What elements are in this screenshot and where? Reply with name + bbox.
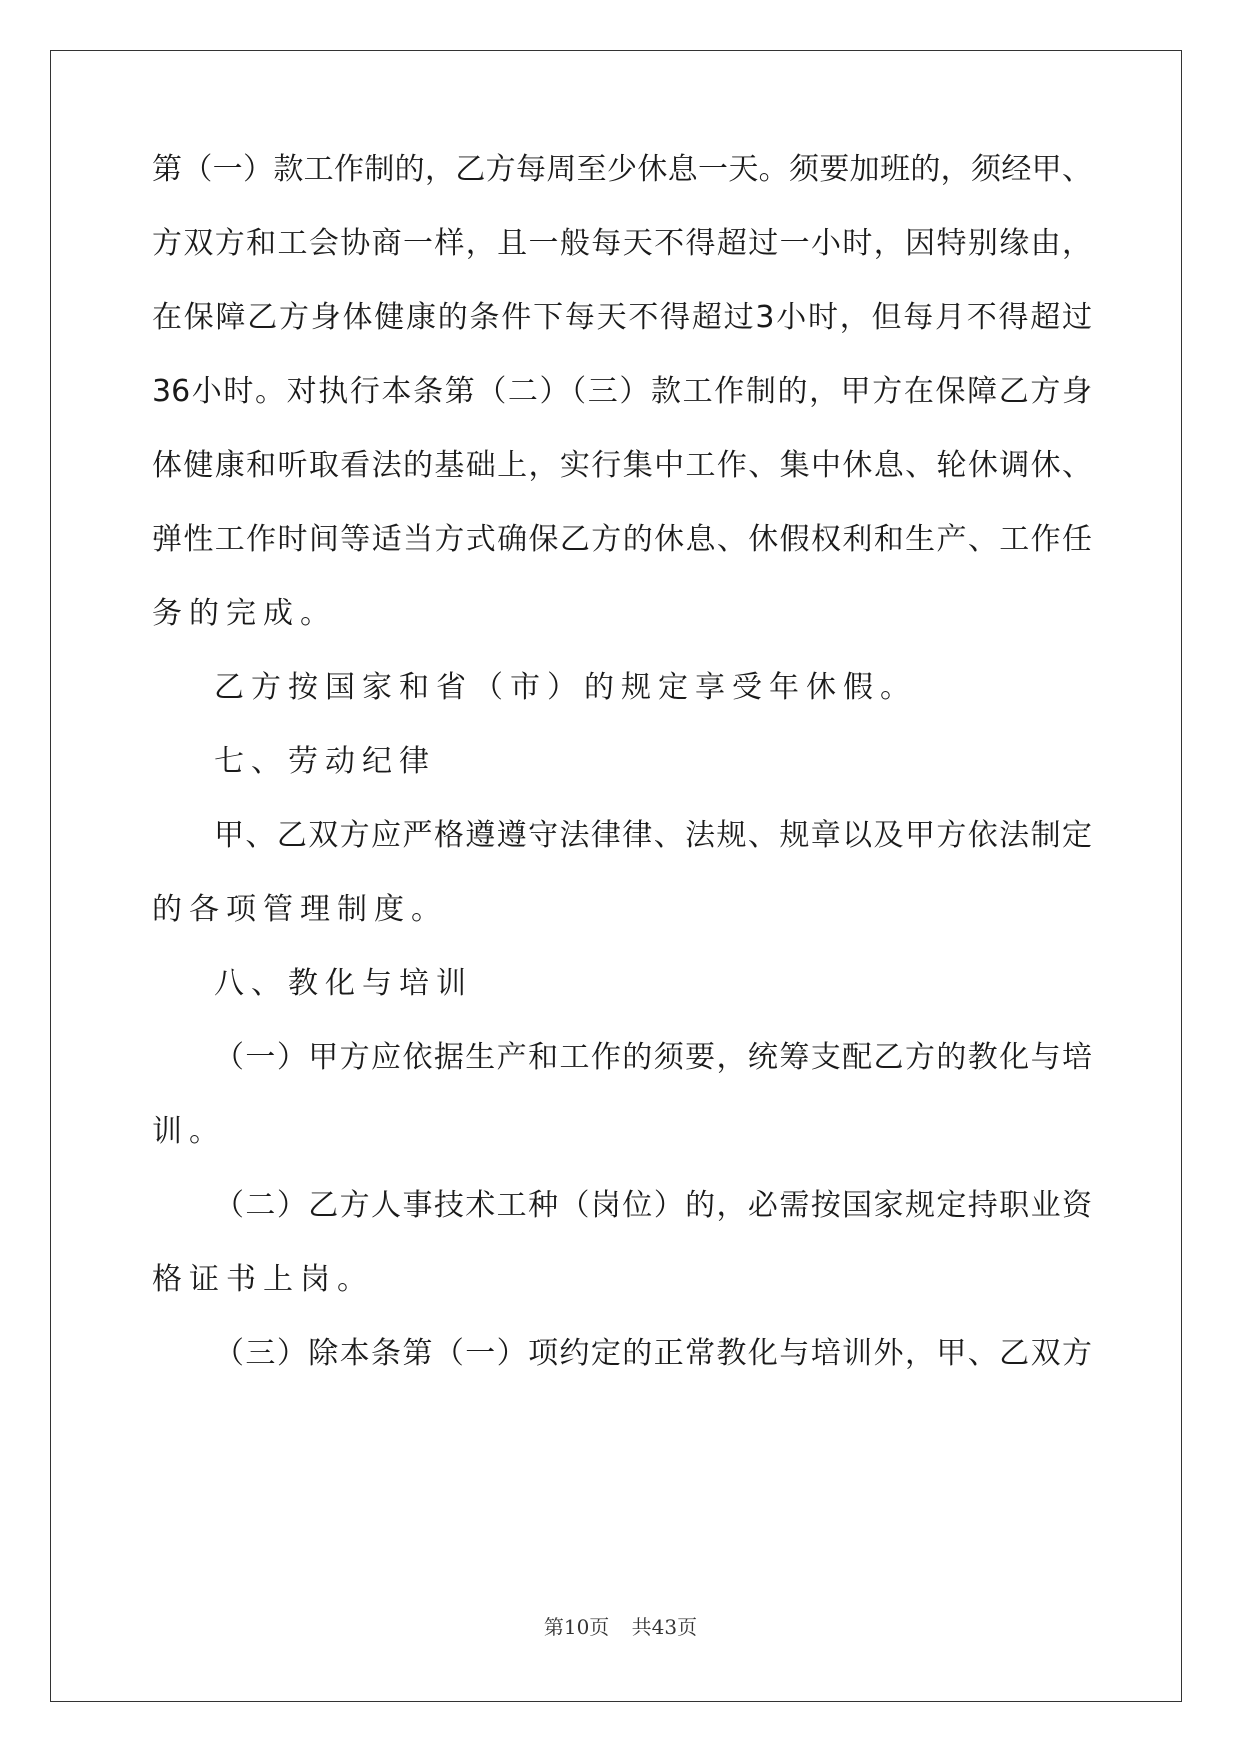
body-line-1: 第（一）款工作制的，乙方每周至少休息一天。须要加班的，须经甲、 bbox=[152, 152, 1092, 187]
body-line-6: 弹性工作时间等适当方式确保乙方的休息、休假权利和生产、工作任 bbox=[152, 522, 1092, 557]
section-heading-labor-discipline: 七、劳动纪律 bbox=[214, 744, 436, 779]
section-heading-education-training: 八、教化与培训 bbox=[214, 966, 473, 1001]
body-line-15: （二）乙方人事技术工种（岗位）的，必需按国家规定持职业资 bbox=[214, 1188, 1092, 1223]
body-line-5: 体健康和听取看法的基础上，实行集中工作、集中休息、轮休调休、 bbox=[152, 448, 1092, 483]
page-footer bbox=[0, 1611, 1241, 1640]
body-line-16: 格证书上岗。 bbox=[152, 1262, 374, 1297]
body-line-13: （一）甲方应依据生产和工作的须要，统筹支配乙方的教化与培 bbox=[214, 1040, 1092, 1075]
body-line-10: 甲、乙双方应严格遵遵守法律律、法规、规章以及甲方依法制定 bbox=[214, 818, 1092, 853]
body-line-4: 36小时。对执行本条第（二）（三）款工作制的，甲方在保障乙方身 bbox=[152, 374, 1092, 409]
body-line-7: 务的完成。 bbox=[152, 596, 337, 631]
body-line-11: 的各项管理制度。 bbox=[152, 892, 448, 927]
current-page-number: 第10页 bbox=[543, 1615, 610, 1639]
body-line-3: 在保障乙方身体健康的条件下每天不得超过3小时，但每月不得超过 bbox=[152, 300, 1092, 335]
body-line-8: 乙方按国家和省（市）的规定享受年休假。 bbox=[214, 670, 917, 705]
body-line-17: （三）除本条第（一）项约定的正常教化与培训外，甲、乙双方 bbox=[214, 1336, 1092, 1371]
total-page-count: 共43页 bbox=[631, 1615, 698, 1639]
body-line-14: 训。 bbox=[152, 1114, 226, 1149]
body-line-2: 方双方和工会协商一样，且一般每天不得超过一小时，因特别缘由， bbox=[152, 226, 1092, 261]
